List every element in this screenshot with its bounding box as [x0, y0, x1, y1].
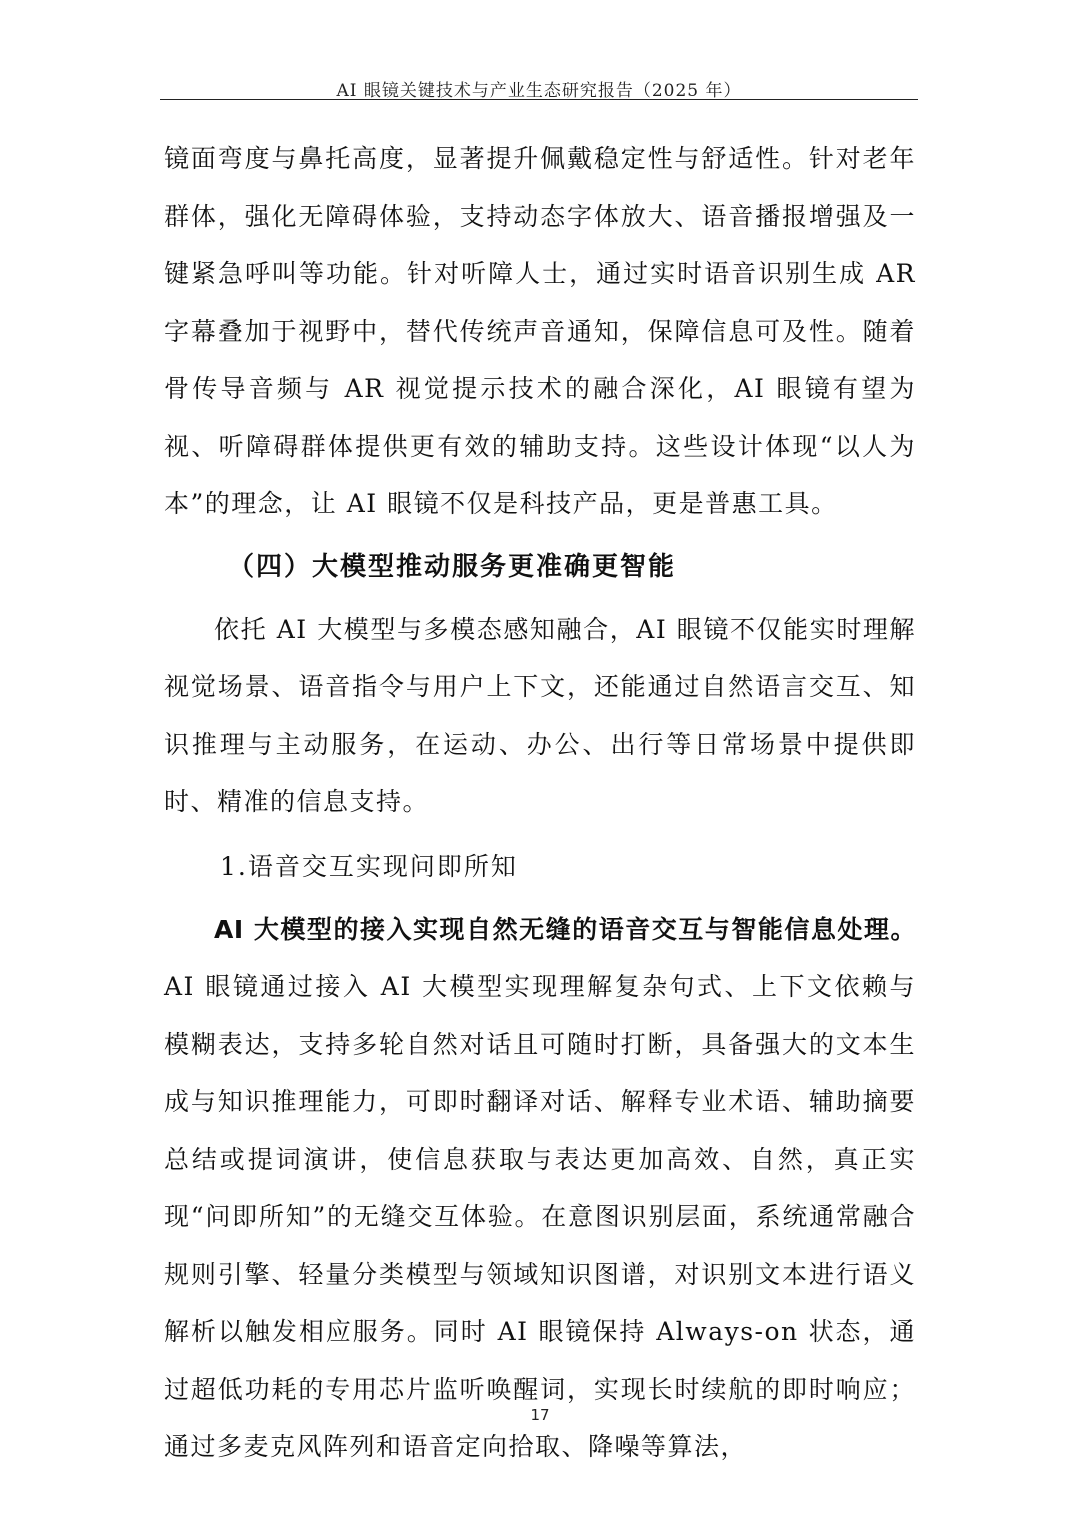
subsection-heading: 1.语音交互实现问即所知 — [220, 851, 518, 881]
paragraph-large-model-intro: 依托 AI 大模型与多模态感知融合，AI 眼镜不仅能实时理解视觉场景、语音指令与用户上下文，还能通过自然语言交互、知识推理与主动服务，在运动、办公、出行等日常场景中提供即时、精准的信息支持。 — [164, 614, 916, 816]
page-number: 17 — [530, 1406, 550, 1424]
paragraph-voice-interaction — [164, 901, 916, 1476]
header-rule — [160, 99, 918, 100]
paragraph-lead-sentence: AI 大模型的接入实现自然无缝的语音交互与智能信息处理。 — [214, 914, 916, 944]
section-heading: （四）大模型推动服务更准确更智能 — [228, 551, 677, 582]
paragraph-accessibility: 镜面弯度与鼻托高度，显著提升佩戴稳定性与舒适性。针对老年群体，强化无障碍体验，支持动态字体放大、语音播报增强及一键紧急呼叫等功能。针对听障人士，通过实时语音识别生成 AR 字幕叠加于视野中，替代传统声音通知，保障信息可及性。随着骨传导音频与 AR 视觉提示技术的融合深化，AI 眼镜有望为视、听障碍群体提供更有效的辅助支持。这些设计体现“以人为本”的理念，让 AI 眼镜不仅是科技产品，更是普惠工具。 — [164, 144, 916, 518]
page-body — [164, 130, 916, 1476]
running-header: AI 眼镜关键技术与产业生态研究报告（2025 年） — [336, 81, 742, 101]
paragraph-body-text: AI 眼镜通过接入 AI 大模型实现理解复杂句式、上下文依赖与模糊表达，支持多轮自然对话且可随时打断，具备强大的文本生成与知识推理能力，可即时翻译对话、解释专业术语、辅助摘要总结或提词演讲，使信息获取与表达更加高效、自然，真正实现“问即所知”的无缝交互体验。在意图识别层面，系统通常融合规则引擎、轻量分类模型与领域知识图谱，对识别文本进行语义解析以触发相应服务。同时 AI 眼镜保持 Always-on 状态，通过超低功耗的专用芯片监听唤醒词，实现长时续航的即时响应；通过多麦克风阵列和语音定向拾取、降噪等算法， — [164, 972, 916, 1461]
